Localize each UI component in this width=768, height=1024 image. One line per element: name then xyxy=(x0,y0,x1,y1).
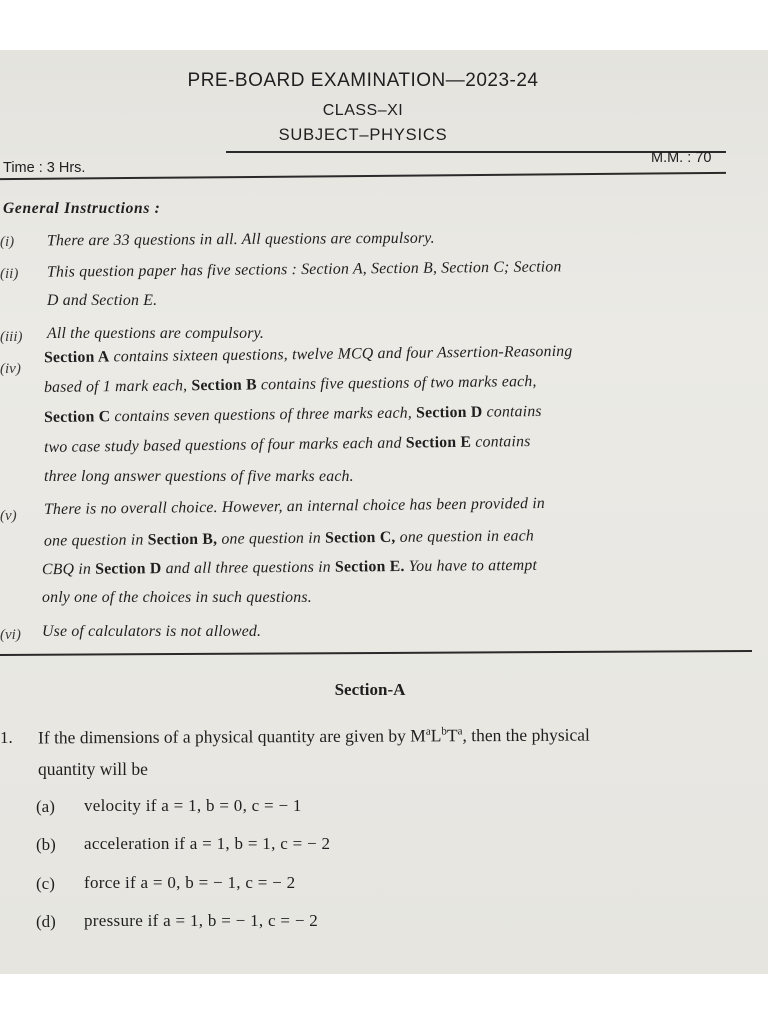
time-allowed: Time : 3 Hrs. xyxy=(3,160,86,176)
instruction-text: one question in each xyxy=(395,527,535,546)
dimension-t: T xyxy=(446,725,458,746)
exam-paper-page xyxy=(0,50,768,974)
option-label: (a) xyxy=(36,797,55,816)
instruction-line xyxy=(42,557,537,579)
question-text: , then the physical xyxy=(462,724,590,746)
instruction-text: CBQ in xyxy=(41,560,96,579)
exponent-a: a xyxy=(425,725,431,738)
section-ref: Section B, xyxy=(147,530,218,549)
option-text: force if a = 0, b = − 1, c = − 2 xyxy=(84,873,296,892)
instruction-line: D and Section E. xyxy=(47,292,158,309)
instruction-line xyxy=(44,373,537,397)
instruction-number: (ii) xyxy=(0,266,19,282)
section-ref: Section D xyxy=(416,403,483,422)
instruction-line xyxy=(44,433,531,457)
instruction-number: (i) xyxy=(0,234,15,250)
question-number: 1. xyxy=(0,728,13,747)
option-text: velocity if a = 1, b = 0, c = − 1 xyxy=(84,796,302,815)
section-ref: Section D xyxy=(95,560,162,578)
instruction-text: one question in xyxy=(43,531,148,550)
dimension-l: L xyxy=(430,725,442,746)
instruction-line: three long answer questions of five marks each. xyxy=(44,468,354,485)
section-ref: Section C xyxy=(43,408,111,427)
exam-title: PRE-BOARD EXAMINATION—2023-24 xyxy=(187,70,539,91)
question-text-line xyxy=(38,725,590,749)
instruction-text: two case study based questions of four marks each and xyxy=(43,434,406,456)
instruction-line: Use of calculators is not allowed. xyxy=(42,623,262,640)
instruction-text: You have to attempt xyxy=(404,556,538,575)
option-text: pressure if a = 1, b = − 1, c = − 2 xyxy=(84,911,319,930)
class-label: CLASS–XI xyxy=(322,102,404,119)
instruction-text: contains xyxy=(482,402,542,421)
instruction-number: (iv) xyxy=(0,361,21,377)
instruction-line: This question paper has five sections : Section A, Section B, Section C; Section xyxy=(46,258,562,281)
instruction-text: contains sixteen questions, twelve MCQ and four Assertion-Reasoning xyxy=(109,342,573,366)
section-ref: Section E. xyxy=(334,557,405,576)
section-ref: Section C, xyxy=(324,528,396,547)
subject-label: SUBJECT–PHYSICS xyxy=(278,126,448,144)
instruction-line xyxy=(44,343,573,367)
instruction-number: (v) xyxy=(0,508,17,524)
instruction-text: based of 1 mark each, xyxy=(43,377,192,397)
section-ref: Section A xyxy=(43,348,110,367)
instruction-number: (vi) xyxy=(0,627,21,643)
option-label: (c) xyxy=(36,874,55,893)
instruction-line: All the questions are compulsory. xyxy=(47,325,265,342)
exponent-b: b xyxy=(441,725,447,738)
question-text: If the dimensions of a physical quantity are given by M xyxy=(37,725,426,748)
instruction-number: (iii) xyxy=(0,329,23,345)
max-marks: M.M. : 70 xyxy=(651,150,712,166)
header-rule-bottom xyxy=(0,172,726,180)
section-a-heading: Section-A xyxy=(334,680,406,699)
instructions-heading: General Instructions : xyxy=(3,200,161,217)
option-label: (d) xyxy=(36,912,56,931)
instruction-text: contains five questions of two marks each, xyxy=(256,372,537,394)
instruction-text: contains seven questions of three marks each, xyxy=(110,404,417,426)
instruction-line: There is no overall choice. However, an internal choice has been provided in xyxy=(43,494,546,519)
instruction-line: only one of the choices in such questions. xyxy=(42,589,312,606)
instruction-line: There are 33 questions in all. All questions are compulsory. xyxy=(46,229,435,250)
instruction-text: and all three questions in xyxy=(161,558,336,578)
instruction-line xyxy=(44,527,534,550)
question-text-line: quantity will be xyxy=(38,759,148,779)
instruction-line xyxy=(44,403,542,427)
instruction-text: one question in xyxy=(217,529,326,548)
option-text: acceleration if a = 1, b = 1, c = − 2 xyxy=(84,834,331,853)
section-ref: Section B xyxy=(191,376,257,395)
option-label: (b) xyxy=(36,835,56,854)
instructions-rule xyxy=(0,650,752,655)
exponent-c: a xyxy=(457,725,463,738)
instruction-text: contains xyxy=(471,433,531,451)
section-ref: Section E xyxy=(405,433,472,452)
